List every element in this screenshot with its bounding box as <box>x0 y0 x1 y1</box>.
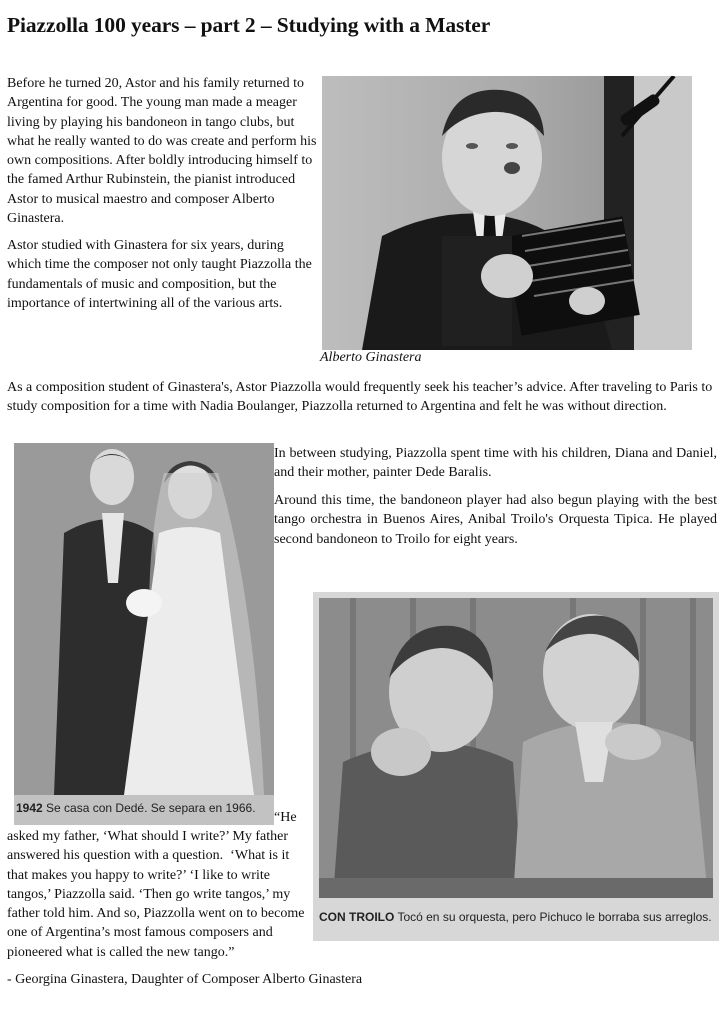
wedding-caption <box>16 801 256 815</box>
two-men-photo <box>313 592 719 941</box>
study-paragraph: Astor studied with Ginastera for six years, during which time the composer not only taught Piazzolla the fundamentals of music and composition, but the importance of intertwining all of the various arts. <box>7 238 312 311</box>
bandoneon-player-photo <box>322 76 692 350</box>
troilo-caption-text: Tocó en su orquesta, pero Pichuco le borraba sus arreglos. <box>397 910 712 924</box>
troilo-paragraph: Around this time, the bandoneon player had also begun playing with the best tango orchestra in Buenos Aires, Anibal Troilo's Orquesta Tipica. He played second bandoneon to Troilo for eight years. <box>274 493 717 547</box>
family-paragraph: In between studying, Piazzolla spent time with his children, Diana and Daniel, and their mother, painter Dede Baralis. <box>274 446 717 481</box>
quote-attribution: - Georgina Ginastera, Daughter of Composer Alberto Ginastera <box>7 972 363 987</box>
page-title: Piazzolla 100 years – part 2 – Studying with a Master <box>7 13 491 37</box>
wedding-caption-text: Se casa con Dedé. Se separa en 1966. <box>46 801 256 815</box>
intro-paragraph: Before he turned 20, Astor and his family returned to Argentina for good. The young man made a meager living by playing his bandoneon in tango clubs, but what he really wanted to do was create and perform his own compositions. After boldly introducing himself to the famed Arthur Rubinstein, the pianist introduced Astor to musical maestro and composer Alberto Ginastera. <box>7 76 317 227</box>
wedding-caption-year: 1942 <box>16 801 43 815</box>
photo-caption: Alberto Ginastera <box>320 350 422 365</box>
quote-start: “He <box>274 810 297 825</box>
direction-paragraph: As a composition student of Ginastera's, Astor Piazzolla would frequently seek his teacher’s advice. After traveling to Paris to study composition for a time with Nadia Boulanger, Piazzolla returned to Argentina and felt he was without direction. <box>7 380 713 415</box>
troilo-caption <box>319 910 712 924</box>
quote-paragraph: asked my father, ‘What should I write?’ My father answered his question with a question. ‘What is it that makes you happy to write?’ ‘I like to write tangos,’ Piazzolla said. ‘Then go write tangos,’ my father told him. And so, Piazzolla went on to become one of Argentina’s most famous composers and pioneered what is called the new tango.” <box>7 829 305 960</box>
troilo-caption-bold: CON TROILO <box>319 910 395 924</box>
wedding-photo <box>14 443 274 825</box>
